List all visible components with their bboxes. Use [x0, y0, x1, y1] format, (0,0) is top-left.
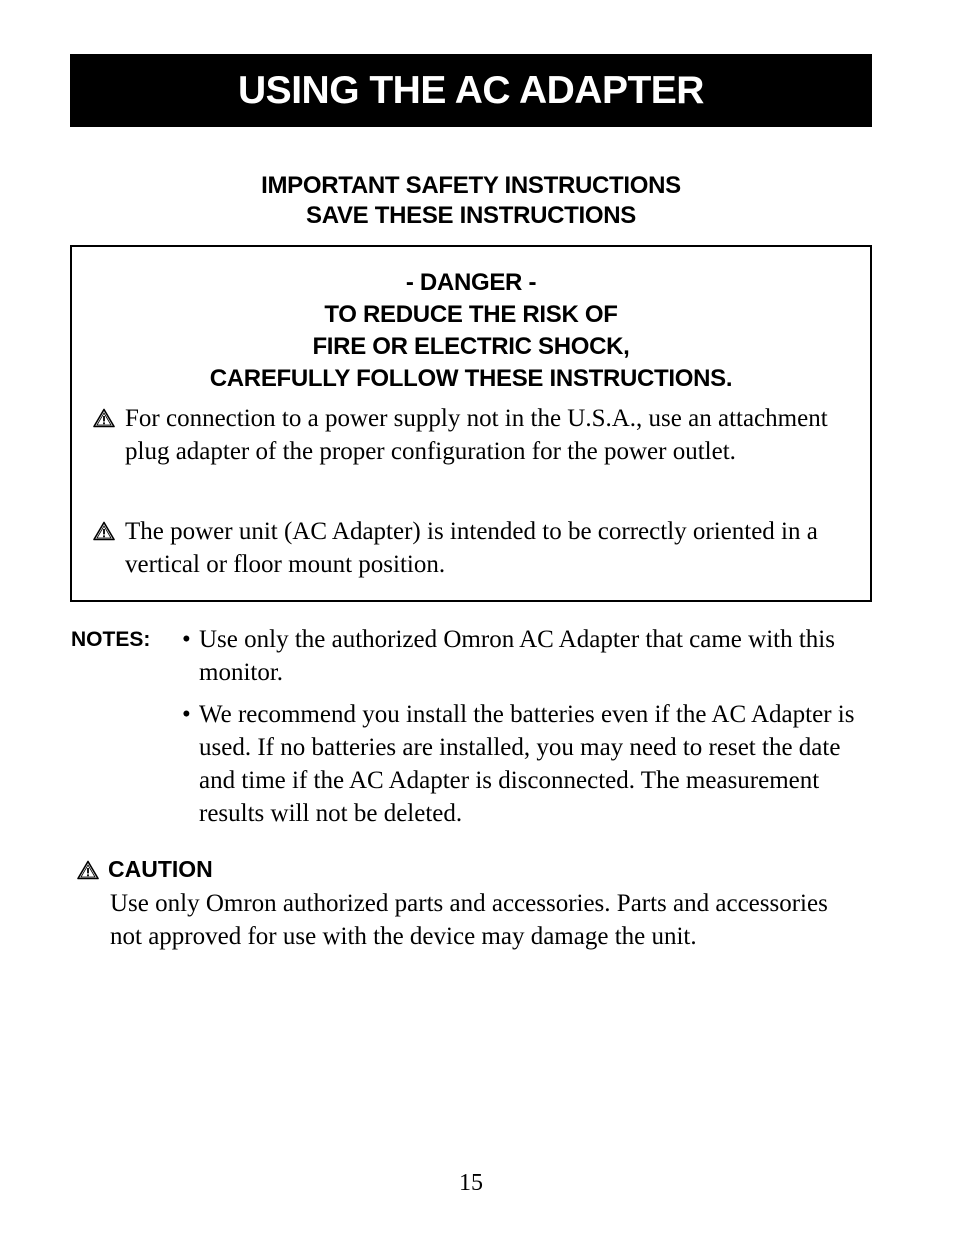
- note-text: We recommend you install the batteries even if the AC Adapter is used. If no batteries are installed, you may need to reset the date and time if the AC Adapter is disconnected. The measurement results will not be deleted.: [199, 701, 855, 827]
- danger-heading: [72, 267, 870, 395]
- safety-heading-line-2: SAVE THESE INSTRUCTIONS: [305, 202, 637, 229]
- safety-heading: [70, 171, 872, 231]
- warning-triangle-icon: [93, 521, 115, 541]
- warning-triangle-icon: [93, 408, 115, 428]
- danger-heading-line-3: FIRE OR ELECTRIC SHOCK,: [312, 333, 630, 360]
- danger-item: For connection to a power supply not in the U.S.A., use an attachment plug adapter of the proper configuration for the power outlet.: [125, 405, 828, 465]
- bullet: •: [182, 626, 191, 653]
- notes-label: NOTES:: [71, 628, 151, 651]
- warning-triangle-icon: [77, 860, 99, 880]
- caution-label: CAUTION: [108, 856, 213, 882]
- title-bar: [70, 54, 872, 127]
- note-text: Use only the authorized Omron AC Adapter that came with this monitor.: [199, 626, 835, 686]
- danger-box: [70, 245, 872, 602]
- safety-heading-line-1: IMPORTANT SAFETY INSTRUCTIONS: [261, 172, 681, 199]
- danger-item: The power unit (AC Adapter) is intended to be correctly oriented in a vertical or floor mount position.: [125, 518, 818, 578]
- page-title: USING THE AC ADAPTER: [238, 68, 704, 112]
- note-item: [182, 698, 874, 830]
- note-item: [182, 623, 874, 689]
- caution-text: Use only Omron authorized parts and accessories. Parts and accessories not approved for use with the device may damage the unit.: [110, 890, 828, 950]
- danger-heading-line-1: - DANGER -: [405, 269, 537, 296]
- bullet: •: [182, 701, 191, 728]
- danger-heading-line-4: CAREFULLY FOLLOW THESE INSTRUCTIONS.: [209, 365, 733, 392]
- page-number: 15: [459, 1170, 483, 1196]
- danger-heading-line-2: TO REDUCE THE RISK OF: [324, 301, 618, 328]
